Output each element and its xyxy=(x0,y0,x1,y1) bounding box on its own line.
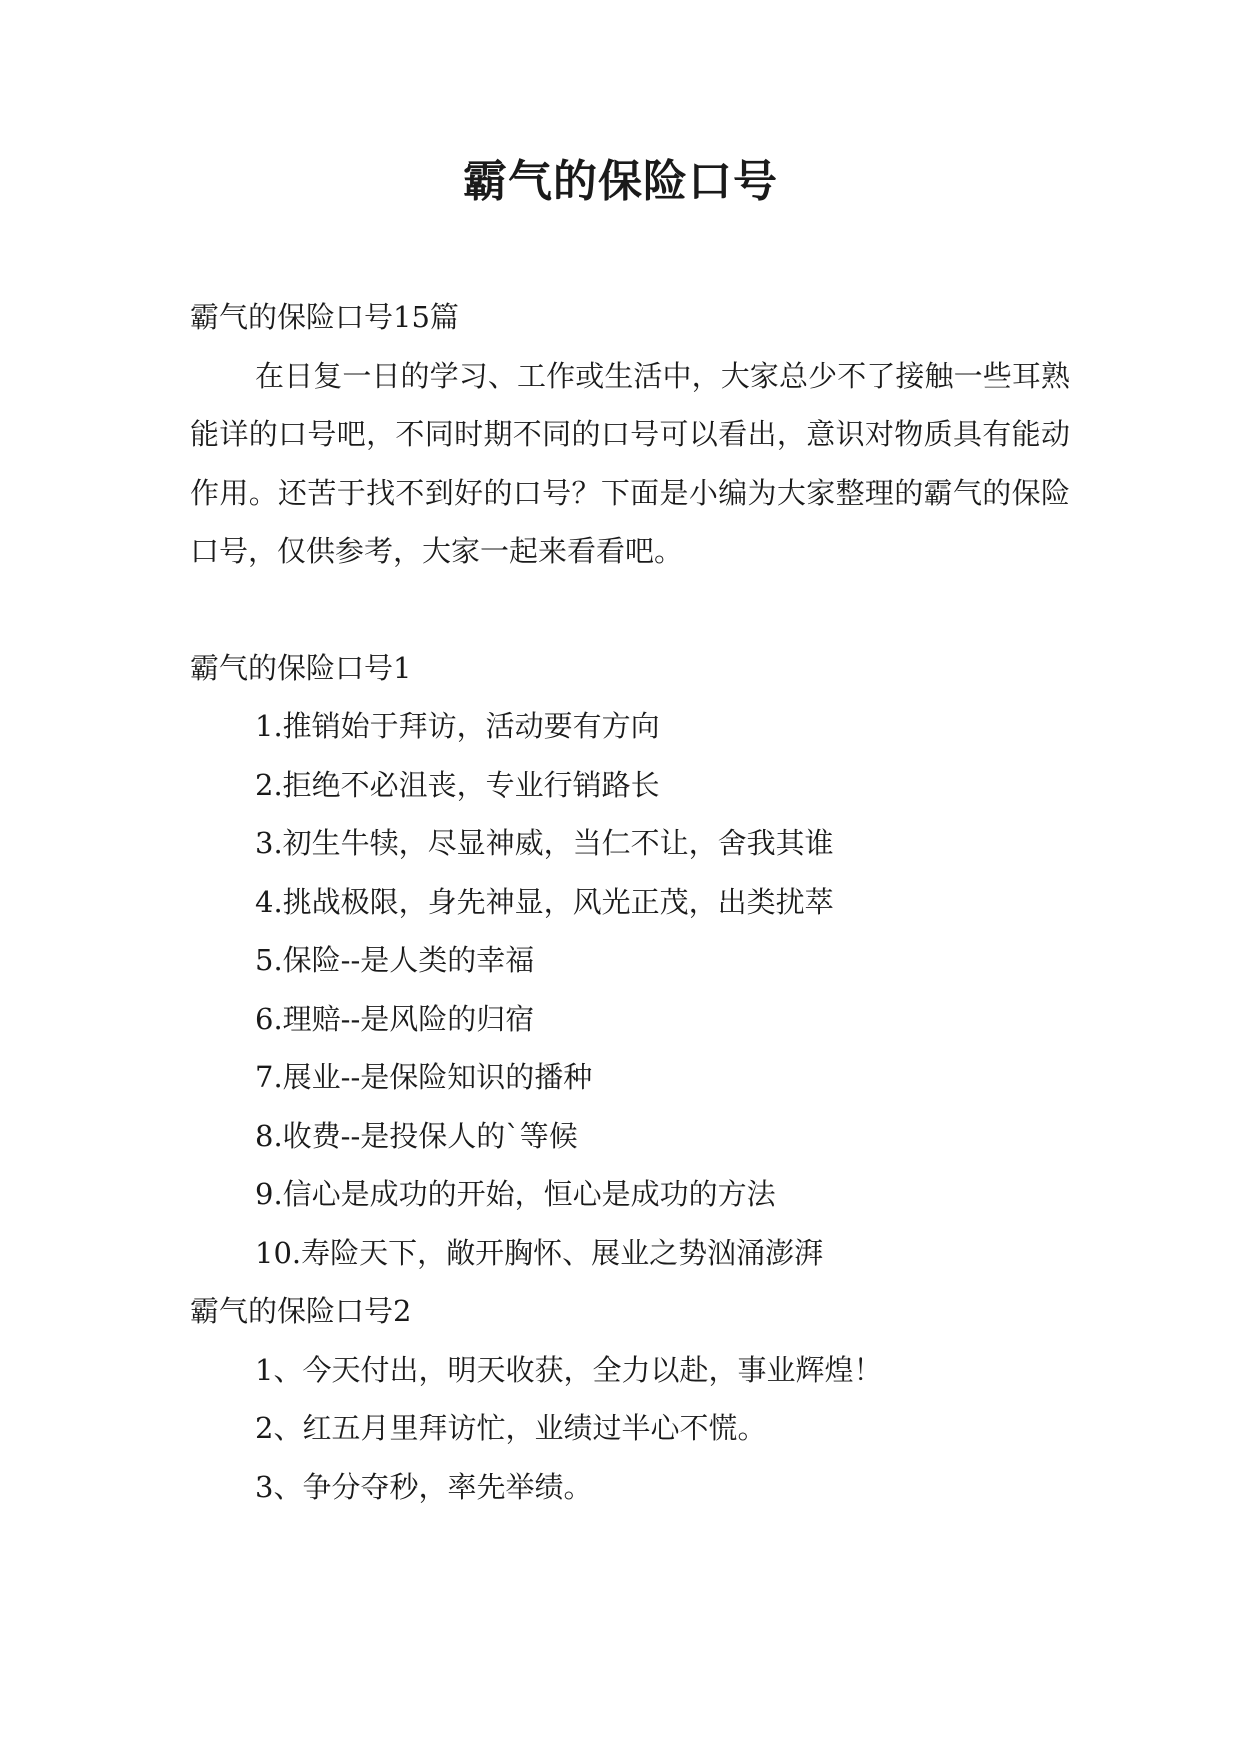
list-item: 2、红五月里拜访忙，业绩过半心不慌。 xyxy=(255,1411,767,1445)
intro-paragraph: 在日复一日的学习、工作或生活中，大家总少不了接触一些耳熟能详的口号吧，不同时期不同的口号可以看出，意识对物质具有能动作用。还苦于找不到好的口号？下面是小编为大家整理的霸气的保险口号，仅供参考，大家一起来看看吧。 xyxy=(190,358,1070,568)
document-subtitle: 霸气的保险口号15篇 xyxy=(190,300,459,334)
list-item: 8.收费--是投保人的`等候 xyxy=(255,1118,578,1153)
document-body xyxy=(190,288,1070,1516)
section-1 xyxy=(190,639,1070,1283)
list-item: 5.保险--是人类的幸福 xyxy=(255,943,535,977)
list-item: 10.寿险天下，敞开胸怀、展业之势汹涌澎湃 xyxy=(255,1235,824,1270)
section-spacer xyxy=(190,581,1070,639)
list-item: 6.理赔--是风险的归宿 xyxy=(255,1001,535,1036)
list-item: 3、争分夺秒，率先举绩。 xyxy=(255,1469,593,1504)
section-heading: 霸气的保险口号1 xyxy=(190,650,412,685)
list-item: 2.拒绝不必沮丧，专业行销路长 xyxy=(255,767,660,802)
list-item: 9.信心是成功的开始，恒心是成功的方法 xyxy=(255,1177,776,1211)
section-2 xyxy=(190,1282,1070,1516)
list-item: 7.展业--是保险知识的播种 xyxy=(255,1060,593,1094)
list-item: 3.初生牛犊，尽显神威，当仁不让，舍我其谁 xyxy=(255,826,834,860)
section-heading: 霸气的保险口号2 xyxy=(190,1294,412,1328)
list-item: 4.挑战极限，身先神显，风光正茂，出类扰萃 xyxy=(255,884,834,919)
page-title: 霸气的保险口号 xyxy=(463,156,778,207)
list-item: 1.推销始于拜访，活动要有方向 xyxy=(255,709,660,743)
list-item: 1、今天付出，明天收获，全力以赴，事业辉煌！ xyxy=(255,1352,883,1387)
